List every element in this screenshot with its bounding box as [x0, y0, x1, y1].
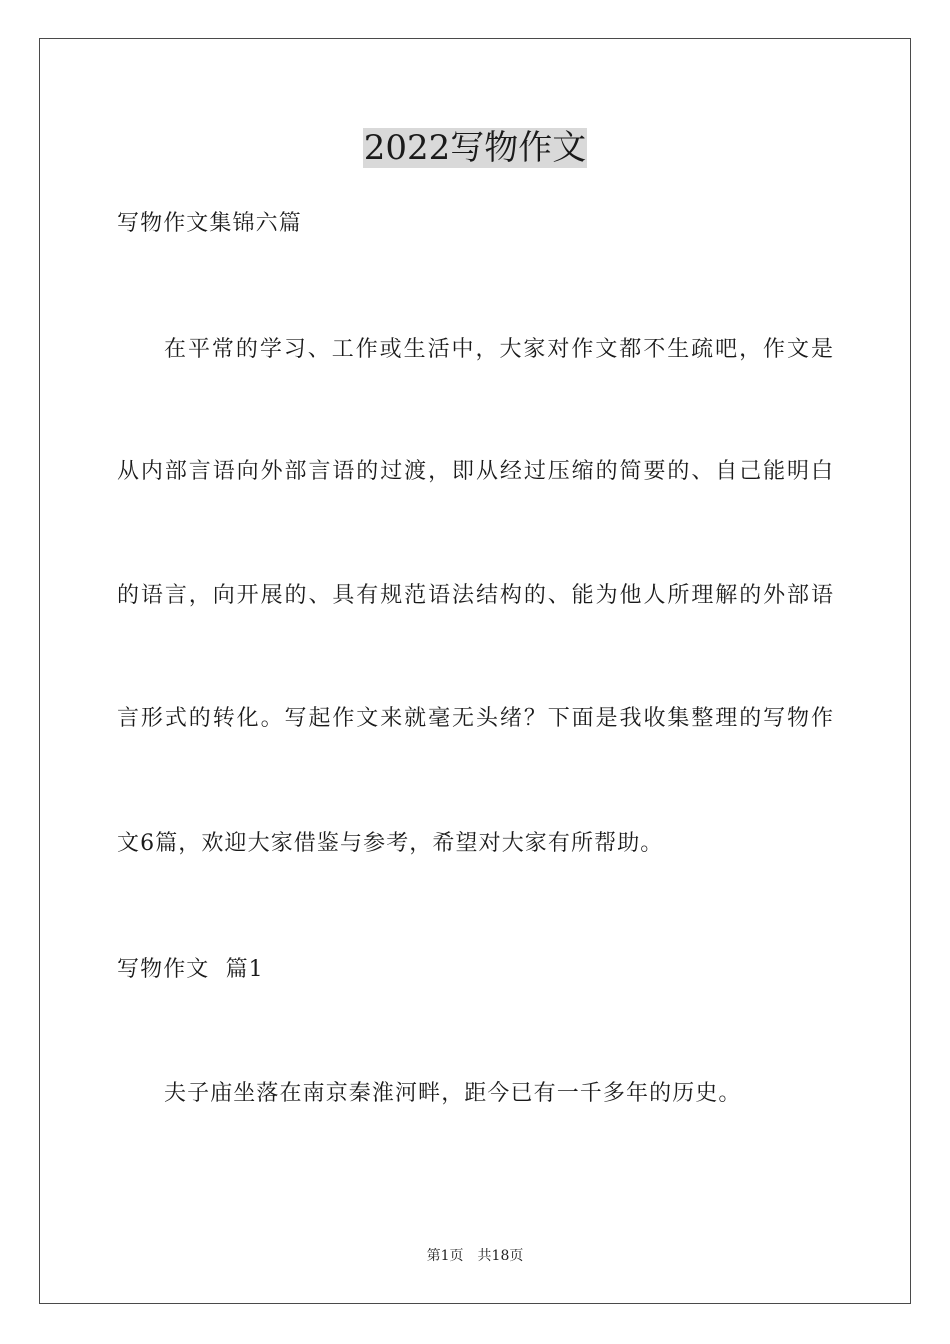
- page-total: 共18页: [477, 1248, 524, 1264]
- intro-line-5: 文6篇，欢迎大家借鉴与参考，希望对大家有所帮助。: [117, 831, 664, 856]
- page-footer: [0, 1247, 950, 1265]
- document-title-text: 2022写物作文: [363, 128, 587, 168]
- intro-line-1: 在平常的学习、工作或生活中，大家对作文都不生疏吧，作文是: [164, 337, 833, 362]
- page-number: 第1页: [426, 1248, 464, 1264]
- section-heading: 写物作文 篇1: [117, 957, 264, 982]
- intro-line-4: 言形式的转化。写起作文来就毫无头绪？下面是我收集整理的写物作: [117, 706, 833, 731]
- document-subtitle: 写物作文集锦六篇: [117, 211, 302, 236]
- intro-line-3: 的语言，向开展的、具有规范语法结构的、能为他人所理解的外部语: [117, 583, 833, 608]
- section-paragraph-line-1: 夫子庙坐落在南京秦淮河畔，距今已有一千多年的历史。: [164, 1081, 742, 1106]
- document-title: [0, 128, 950, 168]
- intro-line-2: 从内部言语向外部言语的过渡，即从经过压缩的简要的、自己能明白: [117, 459, 833, 484]
